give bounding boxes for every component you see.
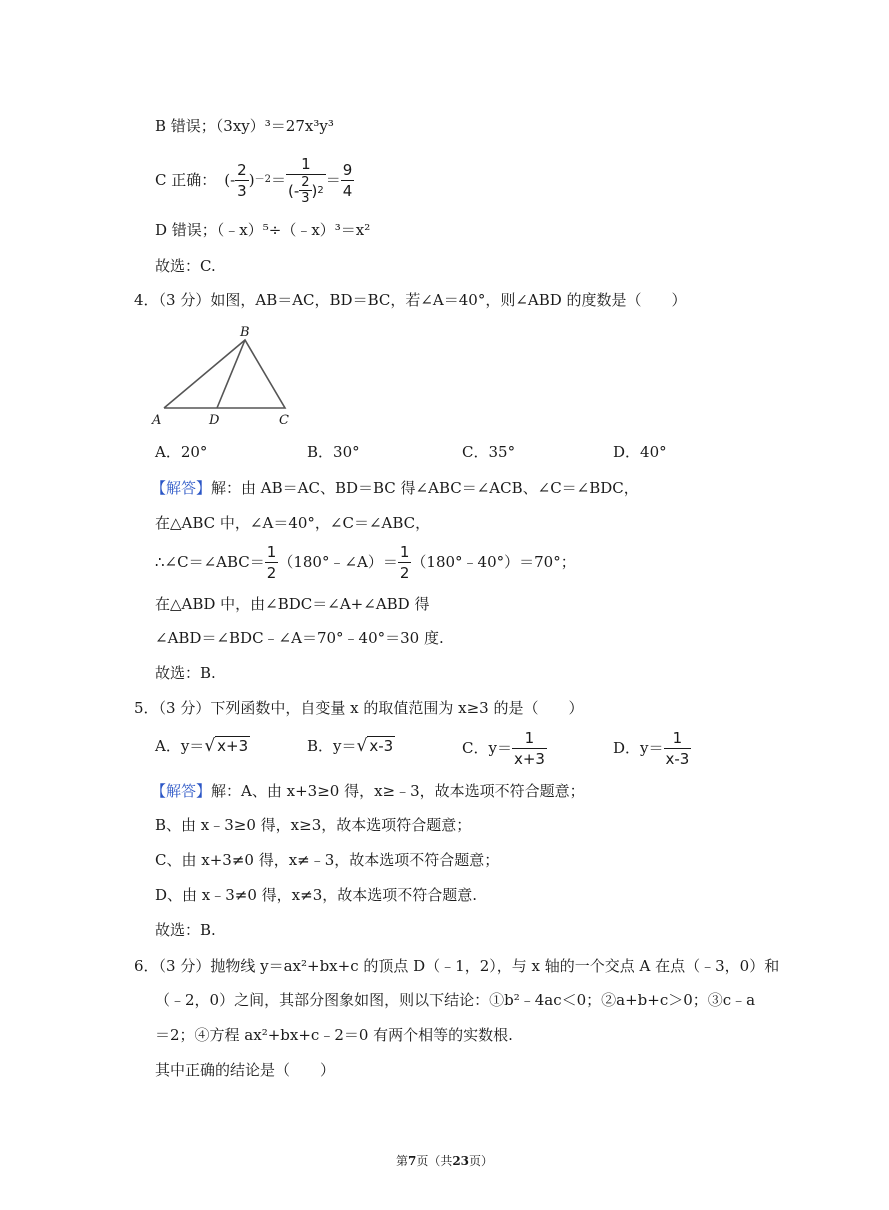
- q4-choice: 故选：B.: [155, 664, 216, 682]
- q3-d-line: D 错误；（﹣x）⁵÷（﹣x）³＝x²: [155, 221, 371, 239]
- q4-label-c: C: [279, 413, 289, 428]
- footer-total-pages: 23: [452, 1154, 470, 1168]
- q4-triangle-outline: [164, 340, 285, 408]
- page-footer: 第7页（共23页）: [395, 1154, 494, 1168]
- q5-solution-line-2: B、由 x﹣3≥0 得，x≥3，故本选项符合题意；: [155, 816, 472, 834]
- q4-solution-line-1: 【解答】解：由 AB＝AC、BD＝BC 得∠ABC＝∠ACB、∠C＝∠BDC，: [151, 479, 639, 497]
- q4-option-c: C．35°: [462, 443, 516, 461]
- q3-c-mid-fraction: 1 (- $\frac{2}{3}$ ) 2: [287, 155, 324, 206]
- q5-solution-line-1: 【解答】解：A、由 x+3≥0 得，x≥﹣3，故本选项不符合题意；: [151, 782, 585, 800]
- q4-label-b: B: [240, 325, 250, 340]
- q4-option-d: D．40°: [613, 443, 667, 461]
- q4-half-fraction-1: $\frac{1}{2}$: [266, 542, 277, 582]
- q5-solution-line-3: C、由 x+3≠0 得，x≠﹣3，故本选项不符合题意；: [155, 851, 500, 869]
- q5-solution-line-4: D、由 x﹣3≠0 得，x≠3，故本选项不符合题意.: [155, 886, 478, 904]
- q4-answer-tag: 【解答】: [151, 479, 212, 497]
- q4-option-a: A．20°: [155, 443, 208, 461]
- q4-solution-line-5: ∠ABD＝∠BDC﹣∠A＝70°﹣40°＝30 度.: [155, 629, 444, 647]
- q3-c-prefix: C 正确：: [155, 171, 217, 189]
- q4-solution-line-4: 在△ABD 中，由∠BDC＝∠A+∠ABD 得: [155, 595, 430, 613]
- q4-half-fraction-2: $\frac{1}{2}$: [399, 542, 410, 582]
- q5-option-c: C．y＝ $\frac{1}{x+3}$: [462, 728, 545, 768]
- q6-stem-line-3: ＝2；④方程 ax²+bx+c﹣2＝0 有两个相等的实数根.: [155, 1026, 513, 1044]
- q4-triangle-figure: [150, 322, 300, 428]
- q3-c-result-fraction: $\frac{9}{4}$: [342, 160, 353, 200]
- q3-c-line: C 正确： (- $\frac{2}{3}$ ) －2 ＝ 1 (- $\frac{2}{3}$ ) 2 ＝ $\frac{9}{4}$: [155, 155, 353, 206]
- footer-page-number: 7: [407, 1154, 417, 1168]
- q4-label-d: D: [209, 413, 220, 428]
- q5-choice: 故选：B.: [155, 921, 216, 939]
- q6-stem-line-1: 6．（3 分）抛物线 y＝ax²+bx+c 的顶点 D（﹣1，2），与 x 轴的一个交点 A 在点（﹣3，0）和: [134, 957, 780, 975]
- q4-solution-line-3: ∴∠C＝∠ABC＝ $\frac{1}{2}$ （180°﹣∠A）＝ $\frac{1}{2}$ （180°﹣40°）＝70°；: [155, 542, 576, 582]
- q4-label-a: A: [152, 413, 162, 428]
- q5-option-b: B．y＝√ x-3: [307, 736, 394, 756]
- q5-option-a: A．y＝√ x+3: [155, 736, 249, 756]
- q3-c-lhs-fraction: $\frac{2}{3}$: [237, 160, 247, 200]
- q4-segment-bd: [217, 340, 245, 408]
- q5-answer-tag: 【解答】: [151, 782, 212, 800]
- q6-stem-line-4: 其中正确的结论是（ ）: [155, 1061, 336, 1079]
- q4-stem: 4．（3 分）如图，AB＝AC，BD＝BC，若∠A＝40°，则∠ABD 的度数是（ ）: [134, 291, 687, 309]
- q5-option-d: D．y＝ $\frac{1}{x-3}$: [613, 728, 690, 768]
- q5-stem: 5．（3 分）下列函数中，自变量 x 的取值范围为 x≥3 的是（ ）: [134, 699, 584, 717]
- q4-solution-line-2: 在△ABC 中，∠A＝40°，∠C＝∠ABC，: [155, 514, 431, 532]
- q6-stem-line-2: （﹣2，0）之间，其部分图象如图，则以下结论：①b²﹣4ac＜0；②a+b+c＞0；③c﹣a: [155, 991, 756, 1009]
- q3-c-exponent: －2: [254, 174, 271, 185]
- q3-choice: 故选：C.: [155, 257, 216, 275]
- q4-option-b: B．30°: [307, 443, 360, 461]
- q3-b-line: B 错误；（3xy）³＝27x³y³: [155, 117, 334, 135]
